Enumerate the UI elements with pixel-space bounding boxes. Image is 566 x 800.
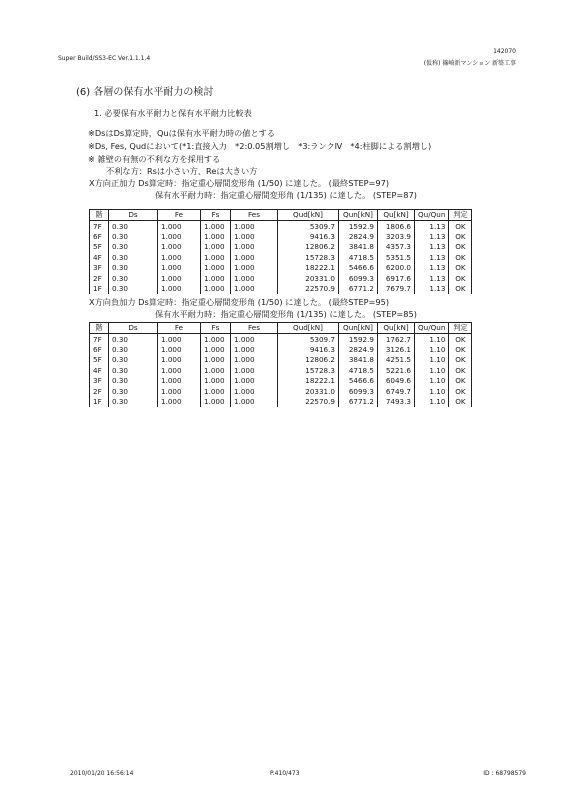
table-cell: 1.13 (415, 232, 449, 242)
table-cell: 18222.1 (278, 376, 339, 386)
table-cell: OK (449, 355, 472, 365)
table-cell: 6749.7 (378, 386, 415, 396)
table-x-positive (89, 209, 472, 294)
col-header: Qun[kN] (339, 323, 378, 334)
table-cell: 5309.7 (278, 221, 339, 232)
table-cell: 12806.2 (278, 355, 339, 365)
col-header: Qu/Qun (415, 210, 449, 221)
table-cell: 1.000 (201, 386, 231, 396)
table-cell: 1.000 (158, 253, 201, 263)
table-cell: 5351.5 (378, 253, 415, 263)
table-cell: 6917.6 (378, 273, 415, 283)
table-cell: OK (449, 376, 472, 386)
table-cell: 1.000 (231, 366, 278, 376)
table-cell: 1.000 (201, 242, 231, 252)
document-code: 142070 (493, 48, 516, 55)
table-cell: 1592.9 (339, 334, 378, 345)
table-cell: 1.000 (201, 355, 231, 365)
table-cell: OK (449, 386, 472, 396)
table-cell: 0.30 (109, 376, 158, 386)
col-header: Fs (201, 323, 231, 334)
table-cell: 1.000 (231, 273, 278, 283)
table-row (90, 221, 472, 232)
table-cell: 5466.6 (339, 263, 378, 273)
print-datetime: 2010/01/20 16:56:14 (70, 770, 134, 777)
col-header: Qud[kN] (278, 210, 339, 221)
table-cell: 2F (90, 386, 109, 396)
table-cell: 1.10 (415, 397, 449, 407)
table-row (90, 263, 472, 273)
table-cell: 0.30 (109, 355, 158, 365)
table-cell: 20331.0 (278, 386, 339, 396)
table-cell: 0.30 (109, 232, 158, 242)
table-cell: 6099.3 (339, 273, 378, 283)
col-header: Ds (109, 323, 158, 334)
table-cell: 1.10 (415, 355, 449, 365)
table-cell: 1.000 (201, 232, 231, 242)
col-header: Qu[kN] (378, 210, 415, 221)
page-number: P.410/473 (270, 770, 300, 777)
table-cell: 1.000 (158, 284, 201, 294)
table-cell: 6099.3 (339, 386, 378, 396)
table-cell: 1.000 (158, 221, 201, 232)
table-cell: 1F (90, 397, 109, 407)
col-header: Qu[kN] (378, 323, 415, 334)
table-cell: 1.000 (231, 345, 278, 355)
table-cell: 4F (90, 253, 109, 263)
col-header: Fes (231, 323, 278, 334)
table-cell: 4718.5 (339, 366, 378, 376)
table-cell: 0.30 (109, 345, 158, 355)
table-cell: 1.000 (231, 221, 278, 232)
table-cell: 1.000 (158, 345, 201, 355)
table-cell: 1.000 (201, 273, 231, 283)
table-cell: 15728.3 (278, 366, 339, 376)
table-cell: 1.000 (158, 242, 201, 252)
table-cell: 1.000 (201, 376, 231, 386)
table-row (90, 386, 472, 396)
table-cell: OK (449, 345, 472, 355)
subtitle: 1. 必要保有水平耐力と保有水平耐力比較表 (94, 108, 252, 118)
table-cell: 1.10 (415, 345, 449, 355)
table-cell: 1.000 (231, 397, 278, 407)
table-cell: 7F (90, 221, 109, 232)
table-cell: 5221.6 (378, 366, 415, 376)
table-cell: 1.000 (231, 376, 278, 386)
col-header: Fs (201, 210, 231, 221)
table-row (90, 376, 472, 386)
table-cell: 0.30 (109, 397, 158, 407)
table-row (90, 253, 472, 263)
table-cell: 1.10 (415, 386, 449, 396)
table-row (90, 334, 472, 345)
table-cell: 1.13 (415, 273, 449, 283)
table-x-negative (89, 322, 472, 407)
table-cell: 18222.1 (278, 263, 339, 273)
table-row (90, 355, 472, 365)
table-cell: 1.13 (415, 284, 449, 294)
x-pos-ds-line: X方向正加力 Ds算定時：指定重心層間変形角 (1/50) に達した。 (最終STEP=97) (89, 178, 390, 188)
note-1: ※DsはDs算定時，Quは保有水平耐力時の値とする (88, 128, 276, 138)
table-cell: OK (449, 263, 472, 273)
table-cell: 0.30 (109, 221, 158, 232)
table-cell: 7493.3 (378, 397, 415, 407)
table-cell: 1.000 (158, 355, 201, 365)
col-header: 階 (90, 323, 109, 334)
table-cell: 1.000 (201, 397, 231, 407)
table-cell: OK (449, 284, 472, 294)
table-cell: 1.10 (415, 366, 449, 376)
table-cell: 1.000 (158, 232, 201, 242)
table-cell: 7679.7 (378, 284, 415, 294)
col-header: Fe (158, 323, 201, 334)
table-cell: 22570.9 (278, 284, 339, 294)
table-row (90, 232, 472, 242)
table-row (90, 273, 472, 283)
section-title: (6) 各層の保有水平耐力の検討 (76, 87, 214, 98)
table-cell: OK (449, 242, 472, 252)
table-header-row (90, 323, 472, 334)
table-cell: 1.000 (201, 221, 231, 232)
table-cell: 1.000 (231, 263, 278, 273)
table-cell: 6F (90, 232, 109, 242)
table-row (90, 242, 472, 252)
table-cell: 1.000 (201, 345, 231, 355)
table-cell: 1.000 (158, 386, 201, 396)
table-cell: OK (449, 366, 472, 376)
table-cell: 20331.0 (278, 273, 339, 283)
table-cell: 1762.7 (378, 334, 415, 345)
table-cell: 2824.9 (339, 232, 378, 242)
table-row (90, 345, 472, 355)
table-cell: 1.000 (158, 263, 201, 273)
table-cell: 12806.2 (278, 242, 339, 252)
col-header: Qun[kN] (339, 210, 378, 221)
table-cell: 2F (90, 273, 109, 283)
table-cell: 6F (90, 345, 109, 355)
table-cell: 0.30 (109, 386, 158, 396)
table-cell: 1.000 (231, 253, 278, 263)
col-header: Qu/Qun (415, 323, 449, 334)
table-cell: 7F (90, 334, 109, 345)
col-header: Fes (231, 210, 278, 221)
document-id: ID : 68798579 (483, 770, 526, 777)
table-cell: 0.30 (109, 242, 158, 252)
table-cell: 1.000 (201, 334, 231, 345)
table-cell: OK (449, 221, 472, 232)
table-cell: 4F (90, 366, 109, 376)
table-cell: OK (449, 334, 472, 345)
table-cell: 5F (90, 242, 109, 252)
col-header: Fe (158, 210, 201, 221)
table-cell: 3F (90, 376, 109, 386)
table-cell: 1.000 (158, 334, 201, 345)
table-cell: 1.000 (158, 366, 201, 376)
table-cell: 9416.3 (278, 345, 339, 355)
table-cell: 1.000 (231, 334, 278, 345)
col-header: 階 (90, 210, 109, 221)
table-cell: 6049.6 (378, 376, 415, 386)
table-cell: 1.13 (415, 221, 449, 232)
table-cell: OK (449, 253, 472, 263)
software-version: Super Build/SS3-EC Ver.1.1.1.4 (58, 55, 151, 62)
table-cell: 3F (90, 263, 109, 273)
table-cell: 9416.3 (278, 232, 339, 242)
table-cell: 0.30 (109, 253, 158, 263)
table-cell: OK (449, 232, 472, 242)
table-cell: 1.000 (201, 366, 231, 376)
table-cell: 1.13 (415, 242, 449, 252)
col-header: 判定 (449, 323, 472, 334)
col-header: Ds (109, 210, 158, 221)
table-cell: 15728.3 (278, 253, 339, 263)
table-cell: 1.000 (158, 397, 201, 407)
table-cell: 22570.9 (278, 397, 339, 407)
table-cell: 4251.5 (378, 355, 415, 365)
table-cell: 1806.6 (378, 221, 415, 232)
table-cell: 3841.8 (339, 355, 378, 365)
table-cell: 1.10 (415, 376, 449, 386)
table-cell: 5309.7 (278, 334, 339, 345)
table-cell: 2824.9 (339, 345, 378, 355)
table-cell: 6200.0 (378, 263, 415, 273)
table-cell: 1.000 (231, 355, 278, 365)
note-2: ※Ds, Fes, Qudにおいて(*1:直接入力 *2:0.05割増し *3:ランクⅣ *4:柱脚による割増し) (88, 141, 432, 151)
table-row (90, 397, 472, 407)
note-4: 不利な方：Rsは小さい方、Reは大きい方 (106, 166, 258, 176)
table-cell: 0.30 (109, 366, 158, 376)
note-3: ※ 雑壁の有無の不利な方を採用する (88, 154, 221, 164)
project-name: (仮称) 篠崎新マンション 新築工事 (423, 60, 516, 67)
table-cell: 1.10 (415, 334, 449, 345)
table-cell: 4718.5 (339, 253, 378, 263)
table-cell: 1.000 (231, 284, 278, 294)
table-cell: 5466.6 (339, 376, 378, 386)
col-header: Qud[kN] (278, 323, 339, 334)
table-cell: 3841.8 (339, 242, 378, 252)
table-row (90, 366, 472, 376)
table-cell: 5F (90, 355, 109, 365)
table-cell: 1F (90, 284, 109, 294)
table-cell: 1.000 (231, 232, 278, 242)
table-cell: OK (449, 273, 472, 283)
table-cell: 1.000 (158, 376, 201, 386)
table-cell: 1.000 (231, 386, 278, 396)
table-header-row (90, 210, 472, 221)
table-cell: 6771.2 (339, 284, 378, 294)
table-row (90, 284, 472, 294)
table-cell: 1.000 (158, 273, 201, 283)
table-cell: 0.30 (109, 284, 158, 294)
col-header: 判定 (449, 210, 472, 221)
table-cell: 1.13 (415, 253, 449, 263)
table-cell: 6771.2 (339, 397, 378, 407)
table-cell: 1.000 (201, 253, 231, 263)
table-cell: 1592.9 (339, 221, 378, 232)
table-cell: 3126.1 (378, 345, 415, 355)
table-cell: 1.000 (201, 263, 231, 273)
table-cell: 0.30 (109, 263, 158, 273)
x-neg-ds-line: X方向負加力 Ds算定時：指定重心層間変形角 (1/50) に達した。 (最終STEP=95) (89, 297, 390, 307)
table-cell: 1.000 (201, 284, 231, 294)
table-cell: 1.13 (415, 263, 449, 273)
table-cell: 3203.9 (378, 232, 415, 242)
table-cell: 0.30 (109, 334, 158, 345)
table-cell: OK (449, 397, 472, 407)
table-cell: 4357.3 (378, 242, 415, 252)
table-cell: 1.000 (231, 242, 278, 252)
x-neg-qu-line: 保有水平耐力時：指定重心層間変形角 (1/135) に達した。 (STEP=85) (155, 309, 417, 319)
table-cell: 0.30 (109, 273, 158, 283)
x-pos-qu-line: 保有水平耐力時：指定重心層間変形角 (1/135) に達した。 (STEP=87) (155, 190, 417, 200)
